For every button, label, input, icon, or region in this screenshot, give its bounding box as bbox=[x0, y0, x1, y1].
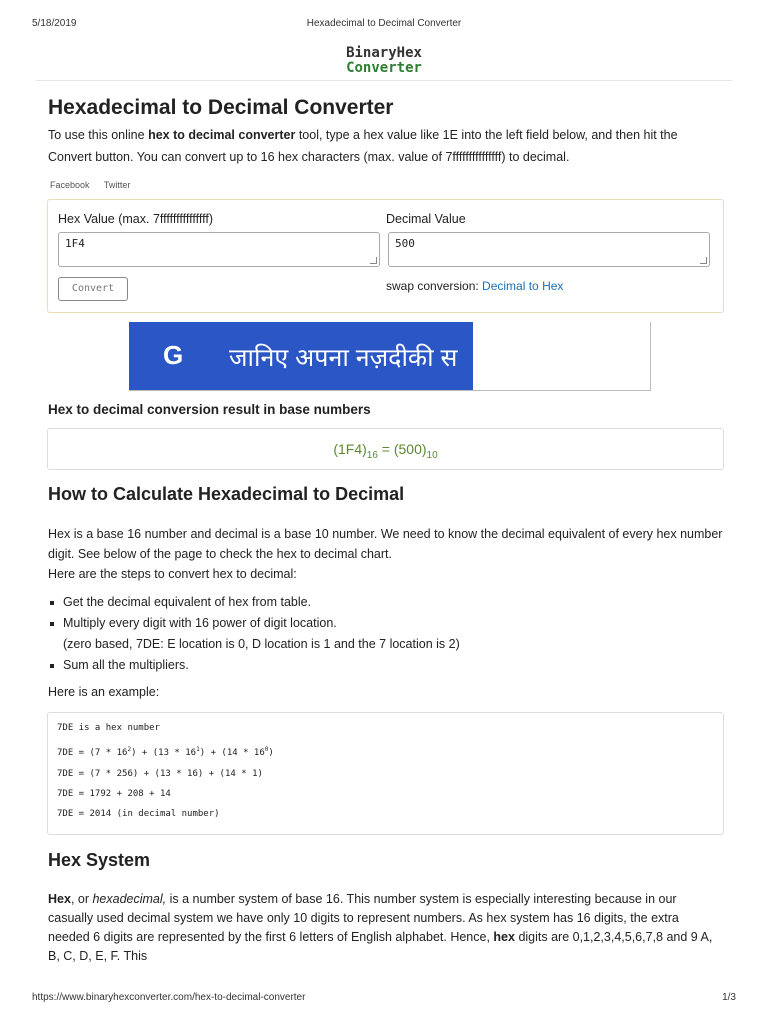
conversion-result: $(1F4)_{16} = (500)_{10}$ bbox=[47, 428, 724, 470]
logo-line-1: BinaryHex bbox=[346, 45, 422, 61]
social-links bbox=[50, 180, 142, 190]
ad-text: जानिए अपना नज़दीकी स bbox=[229, 344, 458, 372]
decimal-to-hex-link[interactable]: Decimal to Hex bbox=[482, 279, 564, 293]
decimal-value-label: Decimal Value bbox=[386, 212, 466, 226]
code-line: 7DE = 2014 (in decimal number) bbox=[57, 809, 220, 819]
hex-input-value: 1F4 bbox=[65, 237, 85, 250]
steps-intro: Here are the steps to convert hex to decimal: bbox=[48, 567, 297, 581]
google-logo: G bbox=[163, 340, 184, 370]
example-intro: Here is an example: bbox=[48, 685, 160, 699]
site-logo[interactable] bbox=[0, 46, 768, 76]
decimal-output[interactable] bbox=[388, 232, 710, 267]
hex-value-label: Hex Value (max. 7fffffffffffffff) bbox=[58, 212, 213, 226]
code-line: 7DE = (7 * 256) + (13 * 16) + (14 * 1) bbox=[57, 769, 263, 779]
print-url: https://www.binaryhexconverter.com/hex-to-decimal-converter bbox=[32, 992, 306, 1003]
code-line: 7DE is a hex number bbox=[57, 723, 160, 733]
print-header bbox=[32, 18, 736, 32]
list-item: Get the decimal equivalent of hex from table. bbox=[48, 592, 708, 613]
code-line: 7DE = 1792 + 208 + 14 bbox=[57, 789, 171, 799]
code-line: $7DE = (7 * 16^2) + (13 * 16^1) + (14 * 16^0)$ bbox=[57, 746, 274, 758]
ad-banner[interactable] bbox=[129, 322, 651, 391]
howto-heading: How to Calculate Hexadecimal to Decimal bbox=[48, 484, 405, 504]
resize-grip-icon[interactable] bbox=[370, 257, 377, 264]
list-item: Multiply every digit with 16 power of digit location. (zero based, 7DE: E location is 0, D location is 1 and the 7 location is 2) bbox=[48, 613, 708, 655]
converter-panel bbox=[47, 199, 724, 313]
convert-button[interactable]: Convert bbox=[58, 277, 128, 301]
intro-paragraph: To use this online hex to decimal converter tool, type a hex value like 1E into the left field below, and then hit the Convert button. You can convert up to 16 hex characters (max. value of 7fffffffffffffff) to decimal. bbox=[48, 128, 678, 164]
decimal-output-value: 500 bbox=[395, 237, 415, 250]
twitter-link[interactable]: Twitter bbox=[103, 180, 131, 190]
steps-list bbox=[48, 592, 708, 676]
logo-line-2: Converter bbox=[346, 60, 422, 76]
ad-content bbox=[129, 322, 473, 390]
hex-input[interactable] bbox=[58, 232, 380, 267]
resize-grip-icon[interactable] bbox=[700, 257, 707, 264]
page-title: Hexadecimal to Decimal Converter bbox=[48, 96, 394, 119]
page-number: 1/3 bbox=[722, 992, 736, 1003]
result-heading: Hex to decimal conversion result in base numbers bbox=[48, 402, 371, 417]
step-note: (zero based, 7DE: E location is 0, D location is 1 and the 7 location is 2) bbox=[63, 637, 460, 651]
swap-conversion: swap conversion: Decimal to Hex bbox=[386, 279, 564, 293]
example-code-block bbox=[47, 712, 724, 835]
hex-system-paragraph: Hex, or hexadecimal, is a number system of base 16. This number system is especially interesting because in our casually used decimal system we have only 10 digits to represent numbers. As hex system has 16 digits, the extra needed 6 digits are represented by the first 6 letters of English alphabet. Hence, hex digits are 0,1,2,3,4,5,6,7,8 and 9 A, B, C, D, E, F. This bbox=[48, 892, 713, 963]
print-date: 5/18/2019 bbox=[32, 18, 77, 29]
facebook-link[interactable]: Facebook bbox=[50, 180, 90, 190]
howto-paragraph: Hex is a base 16 number and decimal is a base 10 number. We need to know the decimal equivalent of every hex number digit. See below of the page to check the hex to decimal chart. bbox=[48, 527, 723, 561]
hex-system-heading: Hex System bbox=[48, 850, 151, 870]
print-title: Hexadecimal to Decimal Converter bbox=[306, 18, 462, 29]
list-item: Sum all the multipliers. bbox=[48, 655, 708, 676]
header-divider bbox=[36, 80, 732, 81]
